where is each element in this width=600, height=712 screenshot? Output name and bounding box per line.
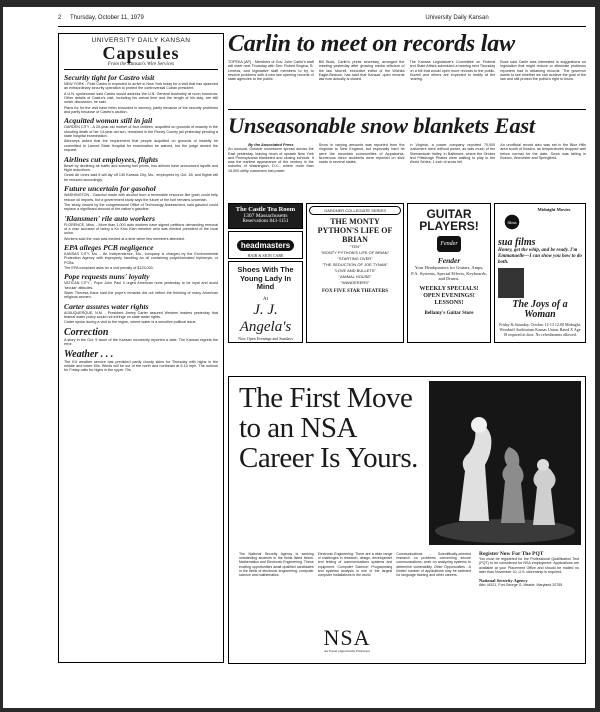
capsules-subtitle: From the Kansan's Wire Services — [107, 62, 175, 67]
guitar-specials: WEEKLY SPECIALS! OPEN EVENINGS! LESSONS! — [419, 285, 479, 306]
nsa-register-title: Register Now For The PQT — [479, 551, 544, 557]
nsa-ad — [228, 376, 586, 664]
capsules-stories — [64, 73, 218, 373]
carlin-column: Bill Buck, Carlin's press secretary, arranged the meeting yesterday after growing media criticism of the law. Murrell, executive editor of the Wichita Eagle-Beacon, has said that Kansas' open records law now actually is closed. — [318, 60, 405, 82]
theater-film-list — [309, 244, 401, 286]
sua-name: sua films — [498, 237, 536, 248]
film-title: "ANIMAL HOUSE" — [338, 274, 372, 279]
theater-series: GARDNER COLLEGIATE SERIES — [309, 206, 401, 215]
nsa-logo — [297, 627, 397, 653]
capsule-paragraph: Workers said the man was elected at a time when few members attended. — [64, 236, 185, 241]
sua-show-title: The Joys of a Woman — [512, 299, 568, 320]
capsule-paragraph: ALBUQUERQUE, N.M. - President Jimmy Carter assured Western leaders yesterday that federal water policy would not infringe on state water rights. — [64, 310, 218, 320]
film-title: "LOVE AND BULLETS" — [334, 268, 376, 273]
capsule-story — [64, 155, 218, 182]
headmasters-ad — [228, 231, 303, 259]
capsule-paragraph: A story in the Oct. 9 issue of the Kansan incorrectly reported a date. The Kansan regrets the error. — [64, 337, 218, 347]
snow-column: In Virginia, a power company reported 70,000 customers were without power, as was much of the Shenandoah Valley. In Baltimore, where the Orioles and Pittsburgh Pirates were waiting to play in the World Series, 1 inch of snow fell. — [409, 143, 496, 165]
nsa-body — [239, 552, 471, 627]
snow-byline: By the Associated Press — [248, 143, 294, 147]
header-rule — [58, 26, 586, 27]
snow-column: An unofficial record also was set in the Blue Hills area south of Boston, as temperatures dropped well below normal for the date. Snow was falling in Boston, Worcester and Springfield. — [500, 143, 586, 160]
shoes-store: J. J. Angela's — [239, 301, 292, 335]
nsa-register-text: You must be registered for the Professional Qualification Test (PQT) to be considered for NSA employment. Applications are available at your Placement Office and should be mailed no later than November 10. U.S. citizenship is required. — [479, 557, 579, 574]
capsule-story — [64, 349, 218, 373]
sua-info: Friday & Saturday, October 12-13 12:00 Midnight, Woodruff Auditorium Kansas Union. Rated X Age 18 required at door. No refreshments allowed. — [499, 322, 581, 337]
capsule-story — [64, 302, 218, 325]
castle-name: The Castle Tea Room — [235, 206, 296, 213]
capsules-header — [64, 37, 218, 70]
headmasters-logo: headmasters — [237, 240, 294, 251]
capsule-headline: Pope requests nuns' loyalty — [64, 272, 150, 282]
chess-pieces-photo — [429, 381, 581, 545]
film-title: "WANDERERS" — [340, 280, 370, 285]
capsule-story — [64, 214, 218, 241]
nsa-register-box — [477, 549, 581, 659]
nsa-address: Attn: M321, Fort George G. Meade, Maryland 20755 — [479, 583, 563, 588]
nsa-tagline: An Equal Opportunity Employer — [324, 649, 370, 653]
capsule-headline: Airlines cut employees, flights — [64, 154, 159, 164]
snow-story-body — [228, 143, 586, 201]
capsule-paragraph: KANSAS CITY, Mo. - An Independence, Mo., company is charged by the Environmental Protection Agency with improperly handling an oil containing polychlorinated biphenyls, or PCBs. — [64, 251, 218, 265]
capsule-headline: Acquitted woman still in jail — [64, 116, 153, 126]
film-title: "MONTY PYTHON'S LIFE OF BRIAN" — [321, 250, 389, 255]
snow-column-text: An unusual, October snowstorm spread across the East yesterday, leaving much of upstate New York and Pennsylvania blanketed and closing schools. It was the earliest appearance of the century in the suburbs of Washington, D.C., where more than 15,000 utility customers lost power. — [228, 147, 314, 173]
guitar-title: GUITAR PLAYERS! — [419, 207, 479, 233]
guitar-ad — [407, 203, 491, 343]
shoes-slogan: Shoes With The Young Lady In Mind — [237, 265, 294, 291]
theater-feature: THE MONTY PYTHON'S LIFE OF BRIAN — [317, 217, 393, 244]
sua-midnight: Midnight Movies — [537, 207, 571, 212]
capsule-paragraph: Plans for for the visit have been shrouded in secrecy, partly because of the security problems and partly because of Castro's caution. — [64, 105, 218, 115]
headmasters-sub: HAIR & SKIN CARE — [247, 253, 284, 258]
capsule-story — [64, 243, 218, 270]
film-photo — [498, 268, 524, 298]
capsule-paragraph: A U.N. spokesman said Castro would address the U.N. General Assembly at noon tomorrow. Other details of Castro's visit, including his arrival time and the length of his stay, are still under discussion, he said. — [64, 91, 218, 105]
fender-logo-icon: Fender — [437, 236, 461, 252]
carlin-column: TOPEKA (AP) - Members of Gov. John Carlin's staff will meet next Thursday with Sen. Robert Bogina, R-Lenexa, and legislative staff members to try to resolve problems with a new law opening records of state agencies to the public. — [228, 60, 314, 82]
capsule-paragraph: The EPA complaint asks for a civil penalty of $125,000. — [64, 265, 154, 270]
theater-listings-ad — [306, 203, 404, 343]
castle-tea-room-ad — [228, 203, 303, 229]
capsule-paragraph: NEW YORK - Fidel Castro is expected to arrive in New York today for a visit that has spawned an extraordinary security operation to protect the controversial Cuban president. — [64, 82, 218, 91]
capsule-paragraph: Attorneys asked that the requirement that people acquitted on grounds of insanity be committed to Larned State Hospital for examination be waived, but the judge denied the request. — [64, 139, 218, 153]
castle-phone: Reservations 843-1151 — [242, 219, 289, 224]
carlin-story-body — [228, 60, 586, 108]
capsule-paragraph: Ozark Air Lines said it will lay off 130 Kansas City, Mo., employees by Oct. 18, and flights will be reduced accordingly. — [64, 173, 218, 182]
sun-logo-icon: films — [498, 207, 526, 237]
guitar-store: Bellamy's Guitar Store — [424, 310, 474, 316]
capsule-headline: Weather . . . — [64, 348, 114, 360]
sua-quote: Honey, get the whip, and be ready. I'm Emmanuelle—I can show you how to do both. — [498, 248, 582, 265]
film-title: "THE SEDUCTION OF JOE TYNAN" — [322, 262, 388, 267]
nsa-column: The National Security Agency is seeking outstanding students in the fields listed below. Mathematics and Electronic Engineering. These exciting opportunities await qualified candidates in the fields of electronic engineering, computer science and mathematics. — [239, 552, 314, 578]
nsa-column: Communications - Scientifically-oriented research on problems concerning secure communications; work on analyzing systems to determine vulnerability. Other Opportunities - A limited number of applications may be selected for language training and other careers. — [396, 552, 472, 578]
nsa-column: Electronic Engineering: There are a wide range of challenges in research, design, development and testing of communications systems and equipment. Computer Science: Programming and systems analysis in one of the largest computer installations in the world. — [317, 552, 393, 578]
snow-column: Snow in varying amounts was reported from the Virginias to New England, but especially hard hit were the mountain communities of Appalachia. Numerous minor accidents were reported on slick roads in several states. — [318, 143, 405, 165]
snow-column — [228, 143, 314, 201]
capsule-headline: EPA alleges PCB negligence — [64, 242, 154, 252]
carlin-column: The Kansas Legislature's Committee on Federal and State Affairs scheduled a hearing next Thursday on a bill that would open more records to the public. Murrell and others are expected to testify at the hearing. — [409, 60, 496, 82]
capsule-story — [64, 73, 218, 114]
nsa-headline: The First Move to an NSA Career Is Yours. — [239, 382, 418, 474]
film-border-top — [0, 0, 600, 7]
page-header — [58, 15, 586, 25]
capsules-kicker: UNIVERSITY DAILY KANSAN — [91, 37, 191, 44]
nsa-logo-text: NSA — [323, 625, 371, 650]
shoes-at: At — [263, 296, 268, 302]
advertisements — [228, 203, 586, 371]
film-border-right — [595, 0, 600, 712]
capsule-story — [64, 116, 218, 152]
snow-headline: Unseasonable snow blankets East — [228, 113, 535, 138]
carlin-column: Buck said Carlin was interested in suggestions on legislation that might reduce or eliminate problems reporters had in obtaining records. 'The governor wants to see whether we can achieve the goal of the law and still protect the public's right to know.' — [500, 60, 586, 82]
capsule-headline: Correction — [64, 326, 109, 338]
film-border-left — [0, 0, 3, 712]
film-title: "TEN" — [349, 244, 361, 249]
carlin-headline: Carlin to meet on records law — [228, 31, 515, 57]
guitar-brand: Fender — [437, 256, 461, 265]
capsule-paragraph: FLORENCE, Miss. - More than 1,000 auto workers have signed petitions demanding removal of a man accused of being a Ku Klux Klan member who was elected president of the local union. — [64, 222, 218, 236]
newspaper-name: University Daily Kansan — [425, 15, 489, 21]
sua-top — [498, 207, 582, 237]
section-rule — [228, 109, 586, 110]
capsule-paragraph: Beset by declining air traffic and soaring fuel prices, two airlines have announced layoffs and flight reductions. — [64, 163, 218, 173]
film-border-bottom — [0, 708, 600, 712]
issue-date: Thursday, October 11, 1979 — [70, 15, 144, 21]
capsules-column — [58, 33, 224, 663]
film-title: "STARTING OVER" — [337, 256, 373, 261]
castle-address: 1307 Massachusetts — [243, 213, 288, 219]
chess-illustration — [429, 381, 581, 545]
capsule-paragraph: VATICAN CITY - Pope John Paul II urged American nuns yesterday to be loyal and avoid 'secular' attitudes. — [64, 281, 218, 290]
capsule-story — [64, 327, 218, 347]
capsule-headline: Future uncertain for gasohol — [64, 184, 156, 194]
capsule-story — [64, 272, 218, 299]
capsule-paragraph: The study, issued by the congressional Office of Technology Assessment, said gasohol could replace a significant amount of the nation's gasoline. — [64, 202, 218, 212]
capsule-paragraph: WASHINGTON - Gasohol made with alcohol from a renewable resource like grain could help reduce oil imports, but a government study says the future of the fuel remains uncertain. — [64, 193, 218, 202]
capsule-headline: Carter assures water rights — [64, 301, 149, 311]
capsule-paragraph: Carter spoke during a visit to the region, where water is a sensitive political issue. — [64, 320, 197, 325]
sua-films-ad — [494, 203, 586, 343]
capsules-title: Capsules — [102, 43, 180, 63]
capsule-paragraph: GARDEN CITY - A 20-year-old mother of four children, acquitted on grounds of insanity in the shooting death of her 14-year-old son, remained in the Finney County jail yesterday pending a state hospital examination. — [64, 125, 218, 139]
shoes-hours: Now Open Evenings and Sundays — [238, 335, 293, 341]
capsule-story — [64, 184, 218, 211]
guitar-line: Your Headquarters for Guitars, Amps, P.A. Systems, Special Effects, Keyboards, and Drums. — [411, 265, 487, 281]
nsa-agency: National Security Agency — [479, 578, 528, 584]
capsule-paragraph: The KU weather service has predicted partly cloudy skies for Thursday with highs in the middle and lower 60s. Winds will be out of the north and northeast at 5-10 mph. The outlook for Friday calls for highs in the upper 70s. — [64, 359, 218, 373]
capsule-paragraph: Sister Theresa Kane said the pope's remarks did not reflect the thinking of many American religious women. — [64, 290, 218, 300]
capsule-headline: Security tight for Castro visit — [64, 73, 155, 82]
page-number: 2 — [58, 15, 62, 21]
theater-name: FOX FIVE STAR THEATERS — [322, 289, 388, 294]
capsule-headline: 'Klansmen' rile auto workers — [64, 213, 155, 223]
shoes-ad — [228, 261, 303, 343]
shoes-phone: 842-3007 — [257, 340, 274, 343]
